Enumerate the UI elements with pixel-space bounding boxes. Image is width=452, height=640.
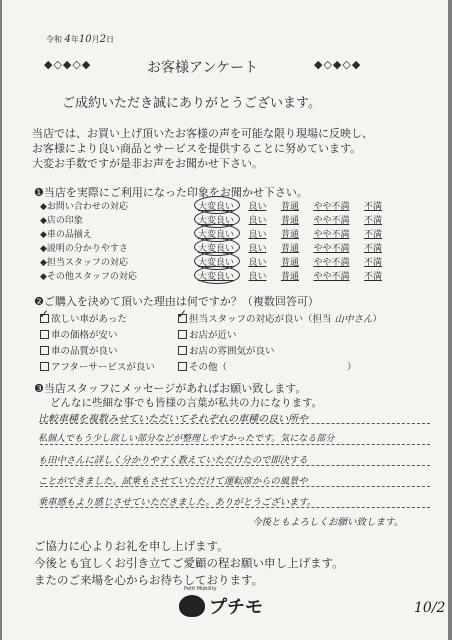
diamonds-right: ◆◇◆◇◆ [314,58,362,71]
logo-tagline: Petit Mobility [184,586,217,592]
q2-option-label: お店が近い [189,330,237,341]
q2-option[interactable] [40,359,155,373]
rating-option[interactable]: 不満 [363,272,382,282]
rating-option[interactable]: 大変良い [198,202,235,212]
q2-option[interactable] [40,343,118,357]
checkbox[interactable] [178,330,187,339]
rating-option[interactable]: やや不満 [313,202,350,212]
message-line: 比較車種を複数みせていただいてそれぞれの車種の良い所や [38,414,308,425]
rating-option[interactable]: やや不満 [313,230,350,240]
intro-line: 大変お手数ですが是非お声をお聞かせ下さい。 [32,157,263,170]
q1-item-label: ◆お問い合わせの対応 [40,202,128,212]
q2-option[interactable] [178,343,275,357]
writing-line [40,444,430,445]
rating-option[interactable]: 良い [248,272,267,282]
rating-option[interactable]: 大変良い [198,244,235,254]
rating-option[interactable]: 普通 [280,244,299,254]
rating-option[interactable]: やや不満 [313,272,350,282]
checkbox[interactable] [40,362,49,371]
rating-option[interactable]: 大変良い [198,258,235,268]
message-line: ことができました。試乗もさせていただけて運転席からの風景や [38,476,308,487]
intro-line: 当店では、お買い上げ頂いたお客様の声を可能な限り現場に反映し、 [32,127,373,140]
message-line: 乗車感もより感じさせていただきました。ありがとうございます。 [38,497,317,508]
date-era: 令和 [46,35,62,44]
logo-car-icon [179,595,205,617]
q1-item-label: ◆車の品揃え [40,230,92,240]
q2-option[interactable]: 担当スタッフの対応が良い（担当 山中さん） [178,311,382,325]
checkbox[interactable] [178,346,187,355]
q2-option-label: アフターサービスが良い [51,362,155,373]
survey-sheet [2,0,448,640]
rating-option[interactable]: 不満 [363,230,382,240]
logo-name: プチモ [209,597,263,618]
q2-option[interactable] [178,327,237,341]
date-day-unit: 日 [106,35,115,44]
selection-circle [194,266,240,284]
rating-option[interactable]: 普通 [280,258,299,268]
q2-option[interactable]: その他（ ） [178,359,357,373]
rating-option[interactable]: 良い [248,244,267,254]
rating-option[interactable]: 普通 [280,202,299,212]
intro-line: お客様により良い商品とサービスを提供することに努めています。 [32,142,362,155]
q1-heading: ❶当店を実際にご利用になった印象をお聞かせ下さい。 [34,186,308,199]
q2-option-label: 車の価格が安い [51,330,118,341]
date-year: 4 [64,34,71,45]
closing-line: ご協力に心よりお礼を申し上げます。 [34,539,229,553]
thanks-message: ご成約いただき誠にありがとうございます。 [62,96,321,111]
q2-option-label: お店の雰囲気が良い [189,346,275,357]
rating-option[interactable]: 良い [248,230,267,240]
diamonds-left: ◆◇◆◇◆ [44,58,92,71]
check-mark-icon: ✓ [177,307,188,321]
rating-option[interactable]: 不満 [363,202,382,212]
q3-heading: ❸当店スタッフにメッセージがあればお願い致します。 [34,382,307,395]
handwritten-page-note: 10/2 [414,600,446,616]
checkbox[interactable] [40,330,49,339]
survey-title: お客様アンケート [147,60,259,76]
closing-line: 今後とも宜しくお引き立てご愛顧の程お願い申し上げます。 [34,556,344,570]
closing-line: またのご来場を心からお待ちしております。 [34,573,264,587]
message-line: 私個人でもう少し欲しい部分などが整理しやすかったです。気になる部分 [38,434,335,444]
checkbox[interactable] [40,346,49,355]
staff-name-handwritten: 山中さん [334,314,373,325]
message-line: 今後ともよろしくお願い致します。 [252,517,404,528]
date-year-unit: 年 [70,35,79,44]
q1-item-label: ◆説明の分かりやすさ [40,244,128,254]
rating-option[interactable]: やや不満 [313,258,350,268]
rating-option[interactable]: 良い [248,202,267,212]
rating-option[interactable]: 普通 [280,216,299,226]
rating-option[interactable]: やや不満 [313,244,350,254]
date-line [46,34,114,45]
message-line: も田中さんに詳しく分かりやすく教えていただけたので即決する [38,455,308,466]
q2-heading: ❷ご購入を決めて頂いた理由は何ですか？（複数回答可） [34,295,319,308]
q1-item-label: ◆店の印象 [40,216,83,226]
date-month: 10 [78,34,92,45]
q2-option-label: 担当スタッフの対応が良い（担当 [189,314,332,325]
rating-option[interactable]: 大変良い [198,230,235,240]
q1-item-label: ◆担当スタッフの対応 [40,258,128,268]
check-mark-icon: ✓ [39,307,50,321]
q2-option[interactable] [40,327,118,341]
rating-option[interactable]: 普通 [280,230,299,240]
rating-option[interactable]: 不満 [363,244,382,254]
rating-option[interactable]: 不満 [363,258,382,268]
date-month-unit: 月 [91,35,100,44]
rating-option[interactable]: 不満 [363,216,382,226]
q3-subheading: どんなに些細な事でも皆様の言葉が私共の力になります。 [50,397,323,409]
q2-option[interactable] [40,311,127,325]
rating-option[interactable]: 大変良い [198,216,235,226]
q2-option-label: その他（ [189,362,228,373]
q1-item-label: ◆その他スタッフの対応 [40,272,137,282]
rating-option[interactable]: 普通 [280,272,299,282]
rating-option[interactable]: やや不満 [313,216,350,226]
checkbox[interactable] [178,362,187,371]
q2-option-label: 欲しい車があった [51,314,127,325]
rating-option[interactable]: 良い [248,216,267,226]
date-day: 2 [99,34,107,45]
rating-option[interactable]: 良い [248,258,267,268]
rating-option[interactable]: 大変良い [198,272,235,282]
q2-option-label: 車の品質が良い [51,346,118,357]
